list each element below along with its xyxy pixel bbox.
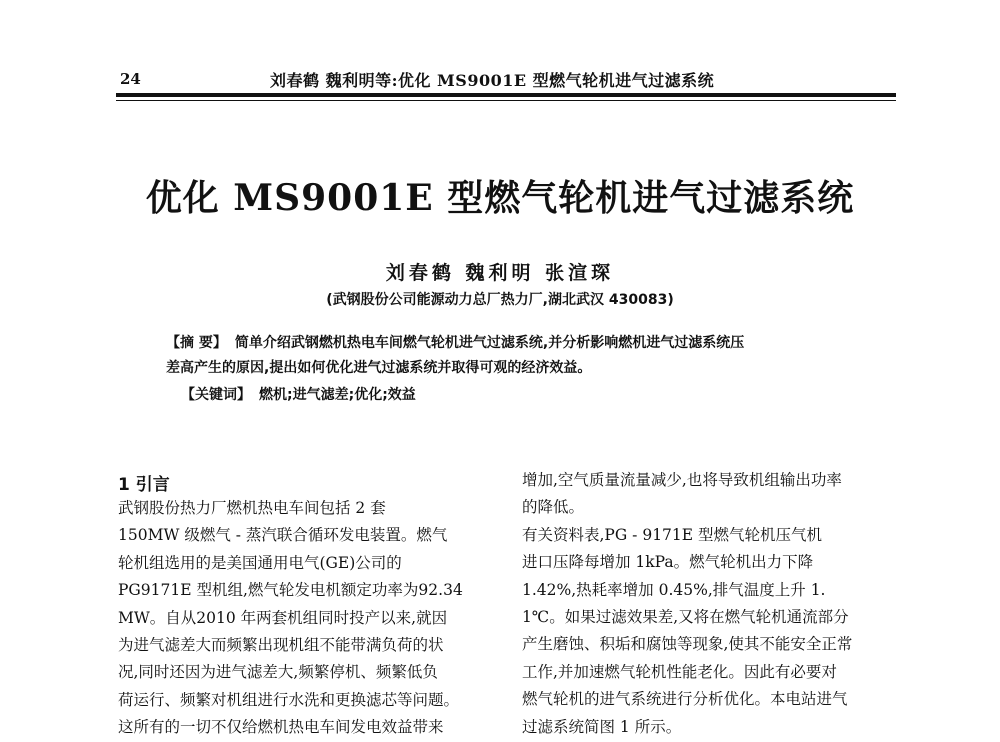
body-line: 150MW 级燃气 - 蒸汽联合循环发电装置。燃气 [118,526,448,545]
body-line: 进口压降每增加 1kPa。燃气轮机出力下降 [522,553,814,572]
article-authors: 刘春鹤 魏利明 张渲琛 [385,262,615,284]
right-column [522,467,892,741]
left-column [118,495,484,742]
running-title: 刘春鹤 魏利明等:优化 MS9001E 型燃气轮机进气过滤系统 [270,71,715,90]
body-line: PG9171E 型机组,燃气轮发电机额定功率为92.34 [118,581,463,600]
body-line: 1℃。如果过滤效果差,又将在燃气轮机通流部分 [522,607,849,626]
body-line: 的降低。 [522,498,585,517]
article-affiliation: (武钢股份公司能源动力总厂热力厂,湖北武汉 430083) [326,292,674,308]
body-line: 轮机组选用的是美国通用电气(GE)公司的 [118,553,402,572]
body-line: 燃气轮机的进气系统进行分析优化。本电站进气 [522,690,848,709]
body-line: 况,同时还因为进气滤差大,频繁停机、频繁低负 [118,663,438,682]
header-rule-thin [116,100,896,101]
body-line: 1.42%,热耗率增加 0.45%,排气温度上升 1. [522,580,826,599]
keywords-label: 【关键词】 [181,387,251,403]
article-title: 优化 MS9001E 型燃气轮机进气过滤系统 [145,177,855,219]
body-line: 过滤系统简图 1 所示。 [522,717,682,736]
keywords-text: 燃机;进气滤差;优化;效益 [259,387,416,403]
abstract [166,332,866,352]
keywords [181,384,881,404]
body-line: 荷运行、频繁对机组进行水洗和更换滤芯等问题。 [118,690,460,709]
body-line: 产生磨蚀、积垢和腐蚀等现象,使其不能安全正常 [522,635,853,654]
header-rule-thick [116,93,896,97]
body-line: 有关资料表,PG - 9171E 型燃气轮机压气机 [522,525,823,544]
body-line: 这所有的一切不仅给燃机热电车间发电效益带来 [118,718,444,737]
abstract-continued: 差高产生的原因,提出如何优化进气过滤系统并取得可观的经济效益。 [166,360,592,376]
body-line: MW。自从2010 年两套机组同时投产以来,就因 [118,608,448,627]
section-heading: 1 引言 [118,475,170,495]
abstract-label: 【摘 要】 [166,335,227,351]
page-number: 24 [120,70,141,88]
abstract-text-line1: 简单介绍武钢燃机热电车间燃气轮机进气过滤系统,并分析影响燃机进气过滤系统压 [234,335,745,351]
body-line: 增加,空气质量流量减少,也将导致机组输出功率 [522,471,842,489]
body-line: 工作,并加速燃气轮机性能老化。因此有必要对 [522,662,837,681]
body-line: 武钢股份热力厂燃机热电车间包括 2 套 [118,499,386,517]
body-line: 为进气滤差大而频繁出现机组不能带满负荷的状 [118,635,444,654]
